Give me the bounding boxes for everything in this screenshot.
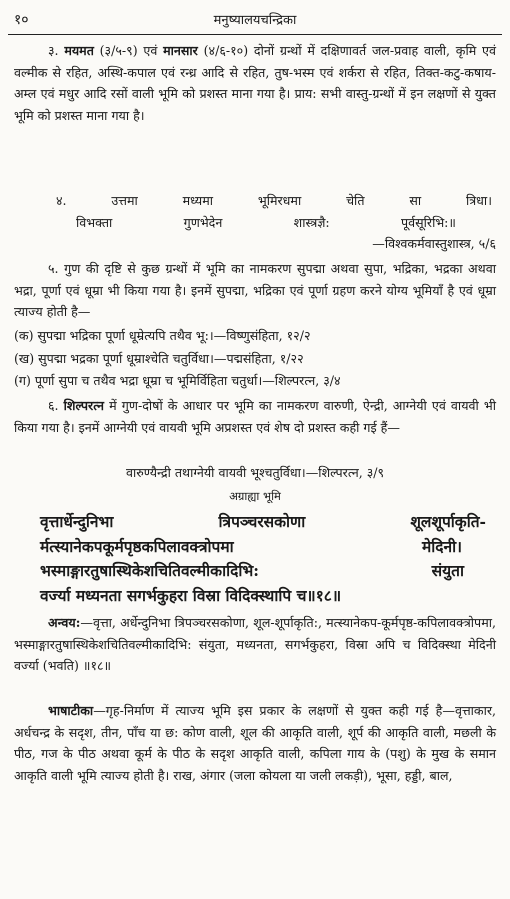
para3-ref: (३/५-९): [99, 43, 138, 58]
paragraph-6: [14, 395, 496, 438]
verse-word: विभक्ता: [76, 214, 113, 230]
main-verse-line-4: वर्ज्या मध्यनता सगर्भकुहरा विस्रा विदिक्स्थापि च॥१८॥: [40, 585, 342, 605]
anvaya: [14, 612, 496, 677]
para6-body: में गुण-दोषों के आधार पर भूमि का नामकरण वारुणी, ऐन्द्री, आग्नेयी एवं वायवी भी किया गया है। इनमें आग्नेयी एवं वायवी भूमि अप्रशस्त एवं शेष दो प्रशस्त कही गई हैं—: [14, 398, 496, 435]
main-verse: [40, 510, 486, 608]
verse-word: भस्माङ्गारतुषास्थिकेशचितिवल्मीकादिभि:: [40, 561, 259, 580]
verse-word: चेति: [346, 193, 365, 208]
anvaya-text: —वृत्ता, अर्धेन्दुनिभा त्रिपञ्चरसकोणा, शूल-शूर्पाकृति:, मत्स्यानेकप-कूर्मपृष्ठ-कपिलावक्त्रोपमा, भस्माङ्गारतुषास्थिकेशचितिवल्मीकादिभि: संयुता, मध्यनता, सगर्भकुहरा, विस्रा अपि च विदिक्स्था मेदिनी वर्ज्या (भवति) ॥१८॥: [14, 615, 496, 673]
main-verse-line-3: [40, 559, 486, 584]
verse-word: मेदिनी।: [421, 536, 462, 556]
running-title: मनुष्यालयचन्द्रिका: [213, 13, 297, 28]
para3-text-mayamata: मयमत: [64, 43, 94, 58]
verse-word: उत्तमा: [111, 193, 138, 208]
para6-number: ६.: [48, 398, 59, 413]
main-verse-line-1: [40, 510, 486, 535]
verse-word: र्मत्स्यानेकपकूर्मपृष्ठकपिलावक्त्रोपमा: [40, 536, 234, 556]
verse-4: [14, 190, 496, 255]
verse-word: त्रिधा।: [465, 193, 492, 208]
verse-word: मध्यमा: [182, 193, 214, 208]
para3-text-manasara: मानसार: [163, 43, 198, 58]
page-number: १०: [14, 12, 29, 28]
quote-item: (ख) सुपद्मा भद्रका पूर्णा धूम्राश्चेति चतुर्विधा।—पद्मसंहिता, १/२२: [14, 350, 304, 366]
verse-word: भूमिरधमा: [257, 193, 302, 208]
verse-word: त्रिपञ्चरसकोणा: [218, 512, 306, 531]
verse-4-source: —विश्वकर्मवास्तुशास्त्र, ५/६: [372, 236, 496, 251]
verse-word: वृत्तार्धेन्दुनिभा: [40, 512, 114, 531]
bhashatika-label: भाषाटीका: [48, 703, 94, 718]
paragraph-5-quotes: [14, 325, 496, 393]
quote-item: (क) सुपद्मा भद्रिका पूर्णा धूम्रेत्यपि तथैव भू:।—विष्णुसंहिता, १२/२: [14, 328, 311, 343]
verse-word: शूलशूर्पाकृति-: [410, 512, 486, 531]
verse-word: पूर्वसूरिभि:॥: [400, 214, 456, 230]
header-rule: [8, 34, 502, 35]
paragraph-6-quote: [14, 462, 496, 484]
para6-text-shilparatna: शिल्परत्न: [63, 398, 105, 413]
verse-word: संयुता: [431, 561, 464, 580]
anvaya-label: अन्वय:: [48, 615, 81, 630]
para3-body: (४/६-१०) दोनों ग्रन्थों में दक्षिणावर्त जल-प्रवाह वाली, कृमि एवं वल्मीक से रहित, अस्थि-कपाल एवं रन्ध्र आदि से रहित, तुष-भस्म एवं शर्करा से रहित, तिक्त-कटु-कषाय-अम्ल एवं मधुर आदि रसों वाली भूमि को प्रशस्त माना गया है। प्राय: सभी वास्तु-ग्रन्थों में इन लक्षणों से युक्त भूमि को प्रशस्त माना गया है।: [14, 43, 496, 123]
paragraph-5: ५. गुण की दृष्टि से कुछ ग्रन्थों में भूमि का नामकरण सुपद्मा अथवा सुपा, भद्रिका, भद्रका अथवा भद्रा, पूर्णा एवं धूम्रा भी किया गया है। इनमें सुपद्मा, भद्रिका एवं पूर्णा ग्रहण करने योग्य भूमियाँ है एवं धूम्रा त्याज्य होती है—: [14, 261, 496, 319]
para3-number: ३.: [48, 43, 59, 58]
bhashatika-text: —गृह-निर्माण में त्याज्य भूमि इस प्रकार के लक्षणों से युक्त कही गई है—वृत्ताकार, अर्धचन्द्र के सदृश, तीन, पाँच या छ: कोण वाली, शूल की आकृति वाली, शूर्प की आकृति वाली, मछली के पीठ, गज के पीठ अथवा कूर्म के पीठ के सदृश आकृति वाली, कपिला गाय के (पशु) के मुख के समान आकृति वाली भूमि त्याज्य होती है। राख, अंगार (जला कोयला या जली लकड़ी), भूसा, हड्डी, बाल,: [14, 703, 496, 783]
para3-conj: एवं: [143, 43, 158, 58]
bhashatika: [14, 700, 496, 786]
shilparatna-quote: वारुण्यैन्द्री तथाग्नेयी वायवी भूश्चतुर्विधा।—शिल्परत्न, ३/९: [125, 465, 385, 480]
verse-word: सा: [409, 193, 422, 208]
section-heading: अग्राह्या भूमि: [229, 489, 281, 503]
verse-word: शास्त्रज्ञै:: [293, 214, 330, 230]
paragraph-3: [14, 40, 496, 126]
verse-word: गुणभेदेन: [183, 214, 223, 230]
verse-4-line-1: [14, 190, 496, 212]
verse-4-line-2: [14, 212, 496, 234]
section-heading-block: [14, 486, 496, 508]
main-verse-line-2: [40, 535, 486, 560]
quote-item: (ग) पूर्णा सुपा च तथैव भद्रा धूम्रा च भूमिर्विहिता चतुर्धा।—शिल्परत्न, ३/४: [14, 373, 341, 388]
verse-word: ४.: [56, 193, 67, 208]
